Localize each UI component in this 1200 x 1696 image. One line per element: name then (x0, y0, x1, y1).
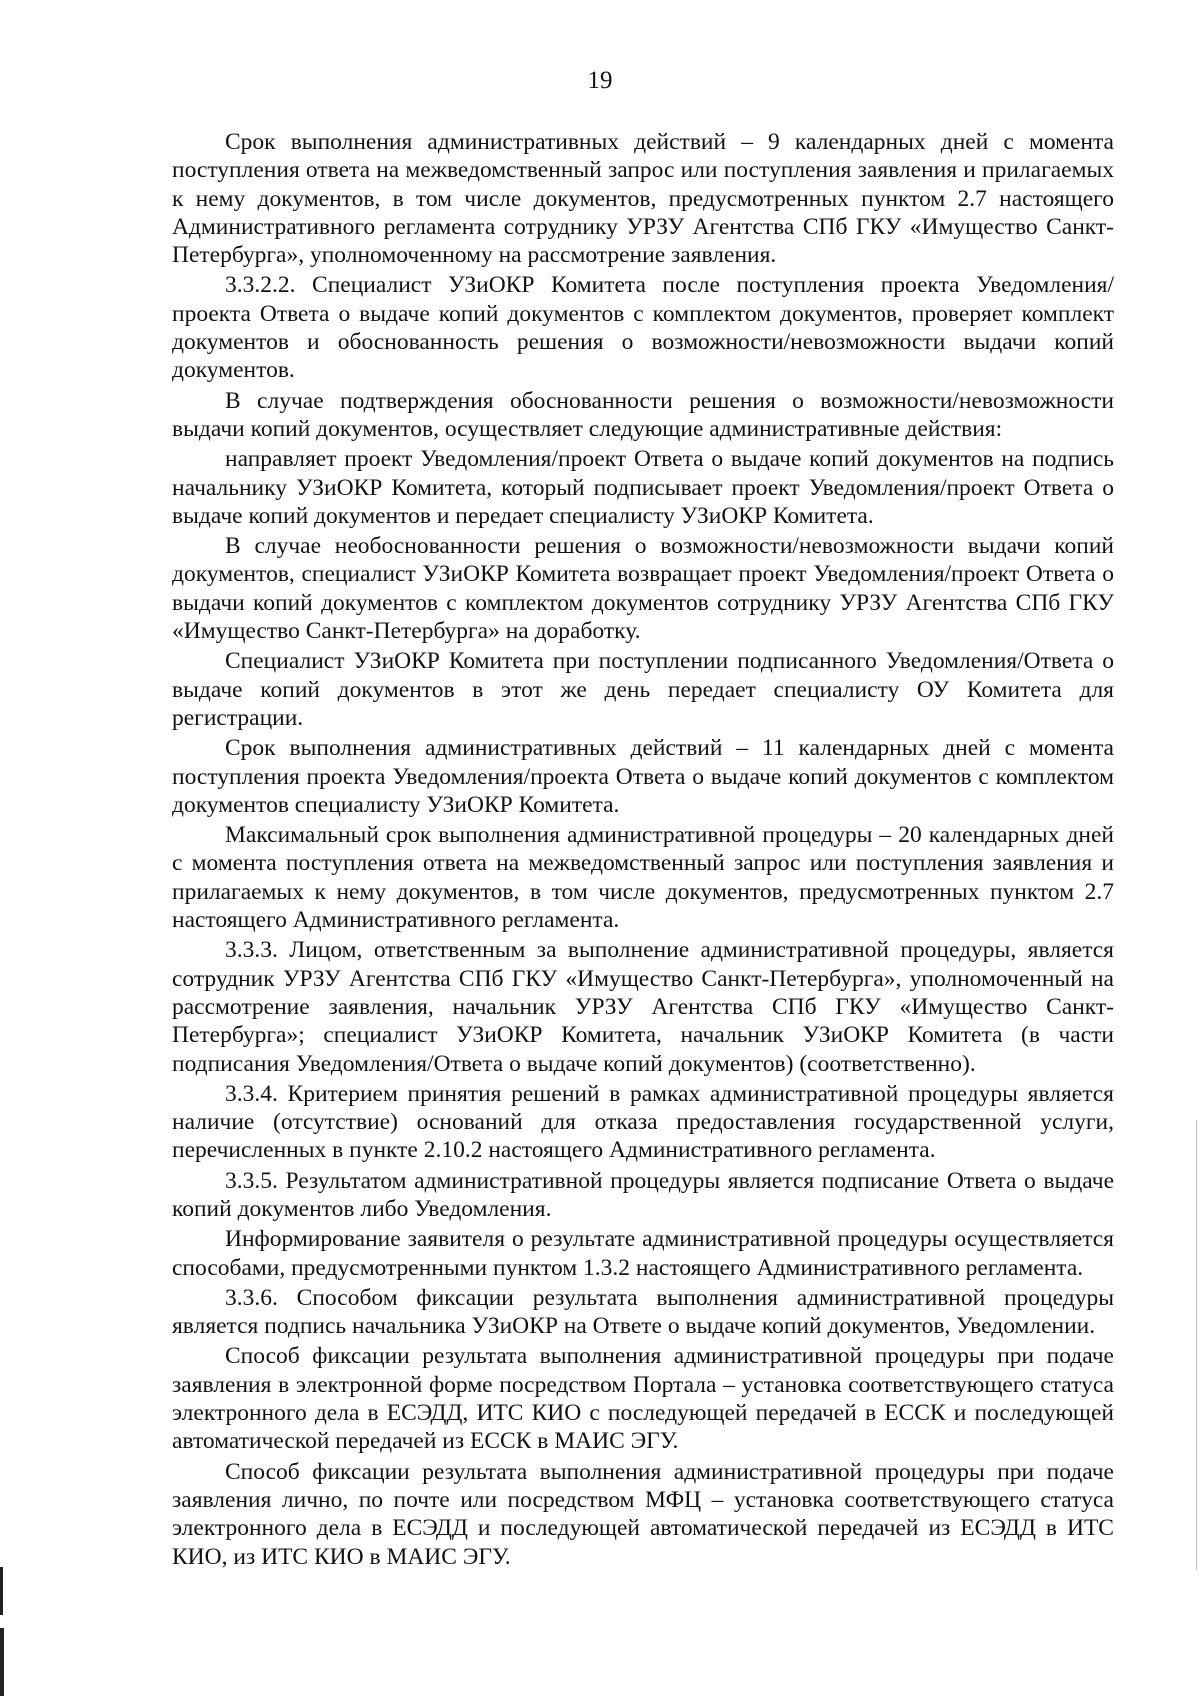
paragraph: В случае необоснованности решения о возможности/невозможности выдачи копий документов, специалист УЗиОКР Комитета возвращает проект Уведомления/проект Ответа о выдачи копий документов с комплектом документов сотруднику УРЗУ Агентства СПб ГКУ «Имущество Санкт-Петербурга» на доработку. (172, 533, 1114, 645)
scan-edge-mark (0, 1628, 4, 1696)
paragraph: 3.3.2.2. Специалист УЗиОКР Комитета после поступления проекта Уведомления/проекта Ответа о выдаче копий документов с комплектом документов, проверяет комплект документов и обоснованность решения о возможности/невозможности выдачи копий документов. (172, 272, 1114, 384)
paragraph: Способ фиксации результата выполнения административной процедуры при подаче заявления в электронной форме посредством Портала – установка соответствующего статуса электронного дела в ЕСЭДД, ИТС КИО с последующей передачей в ЕССК и последующей автоматической передачей из ЕССК в МАИС ЭГУ. (172, 1343, 1114, 1455)
document-body (172, 128, 1114, 1573)
paragraph: Максимальный срок выполнения административной процедуры – 20 календарных дней с момента поступления ответа на межведомственный запрос или поступления заявления и прилагаемых к нему документов, в том числе документов, предусмотренных пунктом 2.7 настоящего Административного регламента. (172, 822, 1114, 934)
paragraph: В случае подтверждения обоснованности решения о возможности/невозможности выдачи копий документов, осуществляет следующие административные действия: (172, 387, 1114, 442)
paragraph: Срок выполнения административных действий – 9 календарных дней с момента поступления ответа на межведомственный запрос или поступления заявления и прилагаемых к нему документов, в том числе документов, предусмотренных пунктом 2.7 настоящего Административного регламента сотруднику УРЗУ Агентства СПб ГКУ «Имущество Санкт-Петербурга», уполномоченному на рассмотрение заявления. (172, 129, 1114, 269)
page-number: 19 (587, 67, 613, 94)
paragraph: Информирование заявителя о результате административной процедуры осуществляется способами, предусмотренными пунктом 1.3.2 настоящего Административного регламента. (172, 1226, 1114, 1281)
paragraph: Специалист УЗиОКР Комитета при поступлении подписанного Уведомления/Ответа о выдаче копий документов в этот же день передает специалисту ОУ Комитета для регистрации. (172, 648, 1114, 731)
paragraph: 3.3.3. Лицом, ответственным за выполнение административной процедуры, является сотрудник УРЗУ Агентства СПб ГКУ «Имущество Санкт-Петербурга», уполномоченный на рассмотрение заявления, начальник УРЗУ Агентства СПб ГКУ «Имущество Санкт-Петербурга»; специалист УЗиОКР Комитета, начальник УЗиОКР Комитета (в части подписания Уведомления/Ответа о выдаче копий документов) (соответственно). (172, 937, 1114, 1077)
scan-edge-line (1196, 1120, 1197, 1570)
paragraph: 3.3.6. Способом фиксации результата выполнения административной процедуры является подпись начальника УЗиОКР на Ответе о выдаче копий документов, Уведомлении. (172, 1284, 1114, 1340)
scan-edge-mark (0, 1567, 3, 1615)
paragraph: 3.3.5. Результатом административной процедуры является подписание Ответа о выдаче копий документов либо Уведомления. (172, 1167, 1114, 1222)
paragraph: направляет проект Уведомления/проект Ответа о выдаче копий документов на подпись начальнику УЗиОКР Комитета, который подписывает проект Уведомления/проект Ответа о выдаче копий документов и передает специалисту УЗиОКР Комитета. (172, 446, 1114, 529)
paragraph: Способ фиксации результата выполнения административной процедуры при подаче заявления лично, по почте или посредством МФЦ – установка соответствующего статуса электронного дела в ЕСЭДД и последующей автоматической передачей из ЕСЭДД в ИТС КИО, из ИТС КИО в МАИС ЭГУ. (172, 1458, 1114, 1570)
paragraph: 3.3.4. Критерием принятия решений в рамках административной процедуры является наличие (отсутствие) оснований для отказа предоставления государственной услуги, перечисленных в пункте 2.10.2 настоящего Административного регламента. (172, 1080, 1114, 1164)
paragraph: Срок выполнения административных действий – 11 календарных дней с момента поступления проекта Уведомления/проекта Ответа о выдаче копий документов с комплектом документов специалисту УЗиОКР Комитета. (172, 735, 1114, 818)
